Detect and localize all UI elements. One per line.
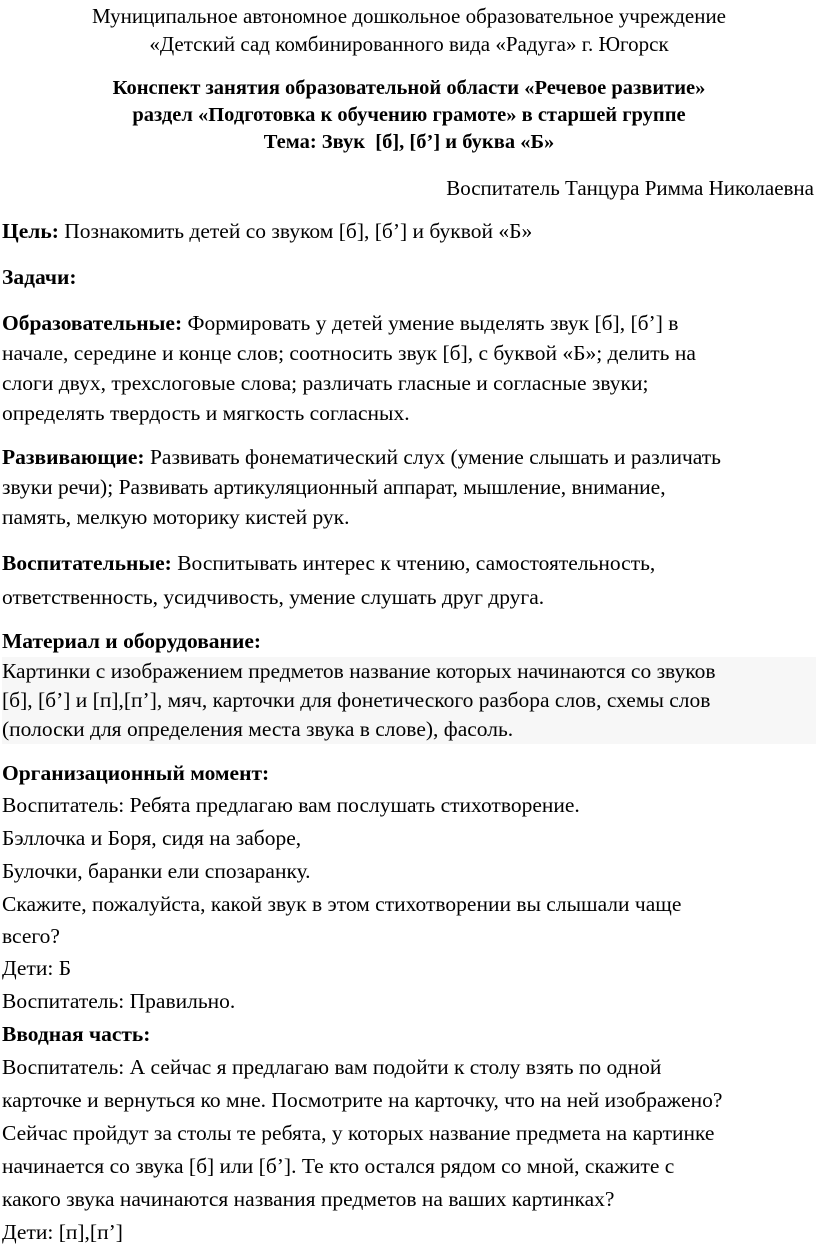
educational-label: Образовательные: — [2, 311, 183, 335]
educational-line-2: начале, середине и конце слов; соотносить звук [б], с буквой «Б»; делить на — [2, 341, 696, 365]
upbringing-label: Воспитательные: — [2, 551, 172, 575]
goal-text: Познакомить детей со звуком [б], [б’] и буквой «Б» — [58, 219, 533, 243]
org-line: Воспитатель: Ребята предлагаю вам послушать стихотворение. — [2, 793, 580, 817]
upbringing-line-1: Воспитывать интерес к чтению, самостоятельность, — [171, 551, 656, 575]
upbringing-line-2: ответственность, усидчивость, умение слушать друг друга. — [2, 585, 545, 609]
intro-line: Воспитатель: А сейчас я предлагаю вам подойти к столу взять по одной — [2, 1055, 662, 1079]
title-line-2: раздел «Подготовка к обучению грамоте» в старшей группе — [132, 104, 686, 126]
educational-line-3: слоги двух, трехслоговые слова; различать гласные и согласные звуки; — [2, 371, 649, 395]
materials-heading: Материал и оборудование: — [2, 629, 262, 653]
developing-line-2: звуки речи); Развивать артикуляционный аппарат, мышление, внимание, — [2, 475, 666, 499]
developing-line-1: Развивать фонематический слух (умение слышать и различать — [144, 445, 721, 469]
org-moment-text — [2, 789, 816, 1249]
org-moment-heading: Организационный момент: — [2, 761, 270, 785]
title-line-1: Конспект занятия образовательной области «Речевое развитие» — [112, 77, 706, 99]
org-line: Булочки, баранки ели спозаранку. — [2, 859, 311, 883]
intro-line: Дети: [п],[п’] — [2, 1220, 123, 1244]
org-line: Дети: Б — [2, 956, 72, 980]
author-line: Воспитатель Танцура Римма Николаевна — [446, 176, 814, 200]
materials-line-3: (полоски для определения места звука в слове), фасоль. — [2, 717, 514, 741]
tasks-heading: Задачи: — [2, 265, 77, 289]
org-line: Скажите, пожалуйста, какой звук в этом стихотворении вы слышали чаще — [2, 892, 682, 916]
institution-line-2: «Детский сад комбинированного вида «Радуга» г. Югорск — [149, 32, 669, 56]
materials-line-2: [б], [б’] и [п],[п’], мяч, карточки для фонетического разбора слов, схемы слов — [2, 688, 711, 712]
org-line: Воспитатель: Правильно. — [2, 989, 236, 1013]
developing-tasks — [2, 442, 816, 532]
developing-label: Развивающие: — [2, 445, 145, 469]
institution-line-1: Муниципальное автономное дошкольное образовательное учреждение — [91, 4, 727, 28]
goal-paragraph — [2, 216, 816, 247]
org-line: Бэллочка и Боря, сидя на заборе, — [2, 826, 302, 850]
title-line-3: Тема: Звук [б], [б’] и буква «Б» — [263, 131, 555, 153]
intro-line: карточке и вернуться ко мне. Посмотрите на карточку, что на ней изображено? — [2, 1088, 723, 1112]
org-line: всего? — [2, 924, 60, 948]
materials-text — [2, 657, 816, 744]
intro-heading: Вводная часть: — [2, 1022, 151, 1046]
educational-line-4: определять твердость и мягкость согласных. — [2, 401, 410, 425]
intro-line: Сейчас пройдут за столы те ребята, у которых название предмета на картинке — [2, 1121, 715, 1145]
developing-line-3: память, мелкую моторику кистей рук. — [2, 505, 350, 529]
educational-tasks — [2, 308, 816, 428]
educational-line-1: Формировать у детей умение выделять звук [б], [б’] в — [182, 311, 679, 335]
upbringing-tasks — [2, 546, 816, 614]
intro-line: какого звука начинаются названия предметов на ваших картинках? — [2, 1187, 615, 1211]
institution-header — [2, 0, 816, 58]
document-title — [2, 75, 816, 156]
intro-line: начинается со звука [б] или [б’]. Те кто остался рядом со мной, скажите с — [2, 1154, 675, 1178]
materials-line-1: Картинки с изображением предметов название которых начинаются со звуков — [2, 659, 716, 683]
goal-label: Цель: — [2, 219, 59, 243]
